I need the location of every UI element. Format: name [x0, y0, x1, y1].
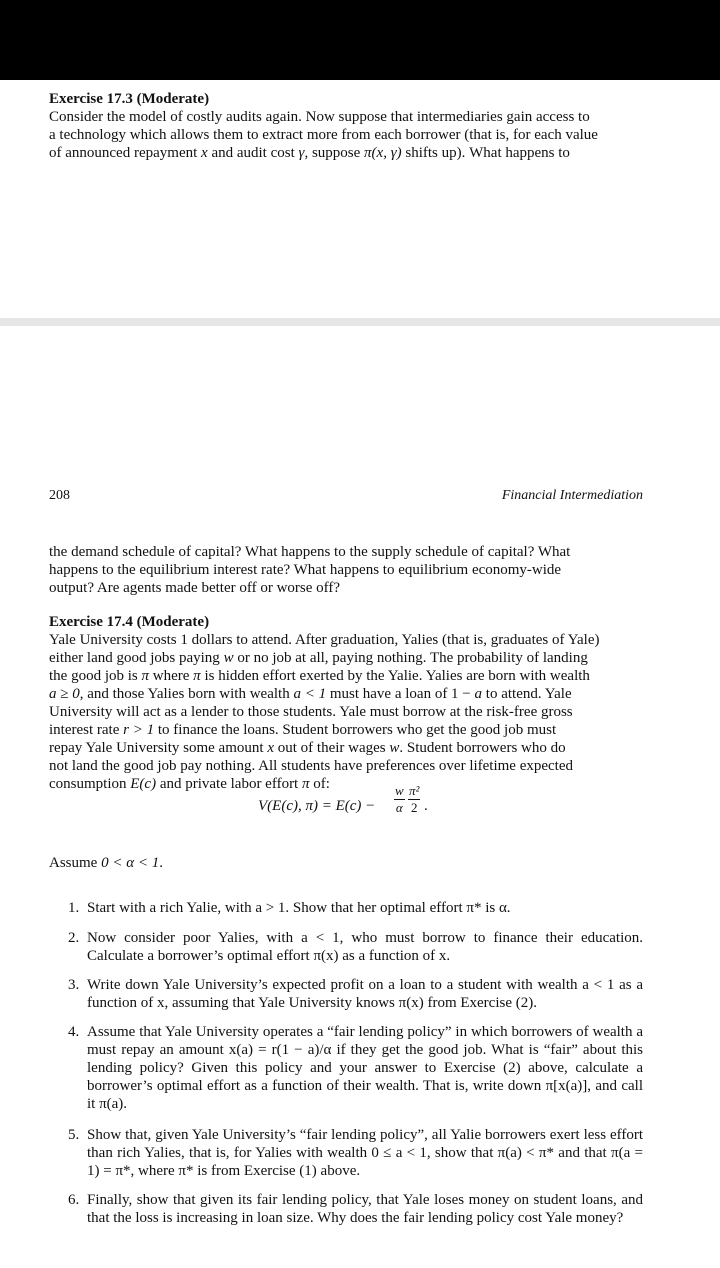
text: must have a loan of 1 − — [326, 686, 475, 702]
cont-line-3: output? Are agents made better off or worse off? — [49, 580, 341, 596]
text: of: — [309, 776, 330, 792]
utility-equation — [258, 784, 458, 832]
ex174-line-1: Yale University costs 1 dollars to attend. After graduation, Yalies (that is, graduates of Yale) — [49, 632, 600, 648]
text: or no job at all, paying nothing. The probability of landing — [233, 650, 588, 666]
math-x: x — [267, 740, 274, 756]
equation-period: . — [424, 798, 428, 814]
item-number: 3. — [68, 977, 80, 993]
text: . — [159, 855, 163, 871]
math-x: x — [201, 145, 208, 161]
item-text: Write down Yale University’s expected profit on a loan to a student with wealth a < 1 as a function of x, assuming that Yale University knows π(x) from Exercise (2). — [87, 977, 643, 1011]
math-w: w — [389, 740, 400, 756]
text: , suppose — [304, 145, 365, 161]
list-item — [68, 899, 643, 917]
text: . Student borrowers who do — [399, 740, 566, 756]
item-text: Finally, show that given its fair lending policy, that Yale loses money on student loans, and that the loss is increasing in loan size. Why does the fair lending policy cost Yale money? — [87, 1192, 643, 1226]
assumption-line — [49, 854, 643, 872]
fraction-denominator: α — [395, 800, 403, 815]
ex174-line-4 — [49, 685, 643, 703]
ex174-line-8: not land the good job pay nothing. All students have preferences over lifetime expected — [49, 758, 574, 774]
math-a-geq-0: a ≥ 0 — [49, 686, 80, 702]
text: to attend. Yale — [482, 686, 572, 702]
text: Assume — [49, 855, 102, 871]
item-text: Now consider poor Yalies, with a < 1, who must borrow to finance their education. Calculate a borrower’s optimal effort π(x) as a function of x. — [87, 930, 643, 964]
math-gamma: γ — [298, 145, 305, 161]
fraction-numerator: π² — [409, 783, 420, 798]
list-item — [68, 929, 643, 965]
text: where — [149, 668, 194, 684]
list-item — [68, 1023, 643, 1113]
exercise-17-4 — [49, 613, 643, 793]
item-text: Assume that Yale University operates a “fair lending policy” in which borrowers of wealth a must repay an amount x(a) = r(1 − a)/α if they get the good job. What is “fair” about this lending policy? Given this policy and your answer to Exercise (2) above, calculate a borrower’s optimal effort as a function of their wealth. That is, write down π[x(a)], and call it π(a). — [87, 1024, 643, 1112]
text: is hidden effort exerted by the Yalie. Yalies are born with wealth — [200, 668, 590, 684]
text: interest rate — [49, 722, 124, 738]
text: of announced repayment — [49, 145, 202, 161]
math-r-gt-1: r > 1 — [123, 722, 155, 738]
page-number: 208 — [49, 488, 70, 503]
text: and audit cost — [207, 145, 299, 161]
ex174-line-7 — [49, 739, 643, 757]
item-number: 1. — [68, 900, 80, 916]
item-number: 2. — [68, 930, 80, 946]
ex174-line-2 — [49, 649, 643, 667]
text: either land good jobs paying — [49, 650, 224, 666]
text: repay Yale University some amount — [49, 740, 268, 756]
item-number: 6. — [68, 1192, 80, 1208]
page-divider — [0, 318, 720, 326]
item-number: 5. — [68, 1127, 80, 1143]
text: to finance the loans. Student borrowers who get the good job must — [154, 722, 557, 738]
ex174-line-6 — [49, 721, 643, 739]
list-item — [68, 1191, 643, 1227]
text: consumption — [49, 776, 131, 792]
fraction-denominator: 2 — [410, 800, 418, 815]
ex173-line-1: Consider the model of costly audits again. Now suppose that intermediaries gain access to — [49, 109, 590, 125]
cont-line-1: the demand schedule of capital? What happens to the supply schedule of capital? What — [49, 544, 571, 560]
top-black-bar — [0, 0, 720, 80]
fraction-numerator: w — [395, 783, 404, 798]
exercise-17-3 — [49, 90, 643, 162]
list-item — [68, 976, 643, 1012]
math-w: w — [223, 650, 234, 666]
math-a: a — [474, 686, 483, 702]
cont-line-2: happens to the equilibrium interest rate? What happens to equilibrium economy-wide — [49, 562, 562, 578]
math-e-of-c: E(c) — [130, 776, 157, 792]
fraction-pi-sq-over-2 — [408, 784, 420, 815]
math-alpha-range: 0 < α < 1 — [101, 855, 160, 871]
ex174-line-5: University will act as a lender to those students. Yale must borrow at the risk-free gross — [49, 704, 573, 720]
item-text: Show that, given Yale University’s “fair lending policy”, all Yalie borrowers exert less effort than rich Yalies, that is, for Yalies with wealth 0 ≤ a < 1, show that π(a) < π* and that π(a = 1) = π*, where π* is from Exercise (1) above. — [87, 1127, 643, 1179]
text: shifts up). What happens to — [401, 145, 570, 161]
running-title: Financial Intermediation — [501, 488, 643, 503]
ex173-line-3 — [49, 144, 643, 162]
item-text: Start with a rich Yalie, with a > 1. Show that her optimal effort π* is α. — [87, 900, 511, 916]
text: , and those Yalies born with wealth — [79, 686, 294, 702]
math-pi: π — [141, 668, 150, 684]
exercise-17-4-title: Exercise 17.4 (Moderate) — [49, 614, 210, 630]
math-pi: π — [301, 776, 310, 792]
text: and private labor effort — [156, 776, 302, 792]
exercise-17-3-title: Exercise 17.3 (Moderate) — [49, 91, 210, 107]
text: out of their wages — [273, 740, 390, 756]
item-number: 4. — [68, 1024, 80, 1040]
list-item — [68, 1126, 643, 1180]
math-pi-x-gamma: π(x, γ) — [364, 145, 402, 161]
ex173-line-2: a technology which allows them to extract more from each borrower (that is, for each value — [49, 127, 598, 143]
math-pi: π — [193, 668, 201, 684]
math-a-lt-1: a < 1 — [293, 686, 327, 702]
ex174-line-3 — [49, 667, 643, 685]
text: the good job is — [49, 668, 142, 684]
fraction-w-over-alpha — [394, 784, 405, 815]
equation-lhs: V(E(c), π) = E(c) − — [258, 798, 376, 814]
exercise-17-3-continued — [49, 543, 643, 597]
